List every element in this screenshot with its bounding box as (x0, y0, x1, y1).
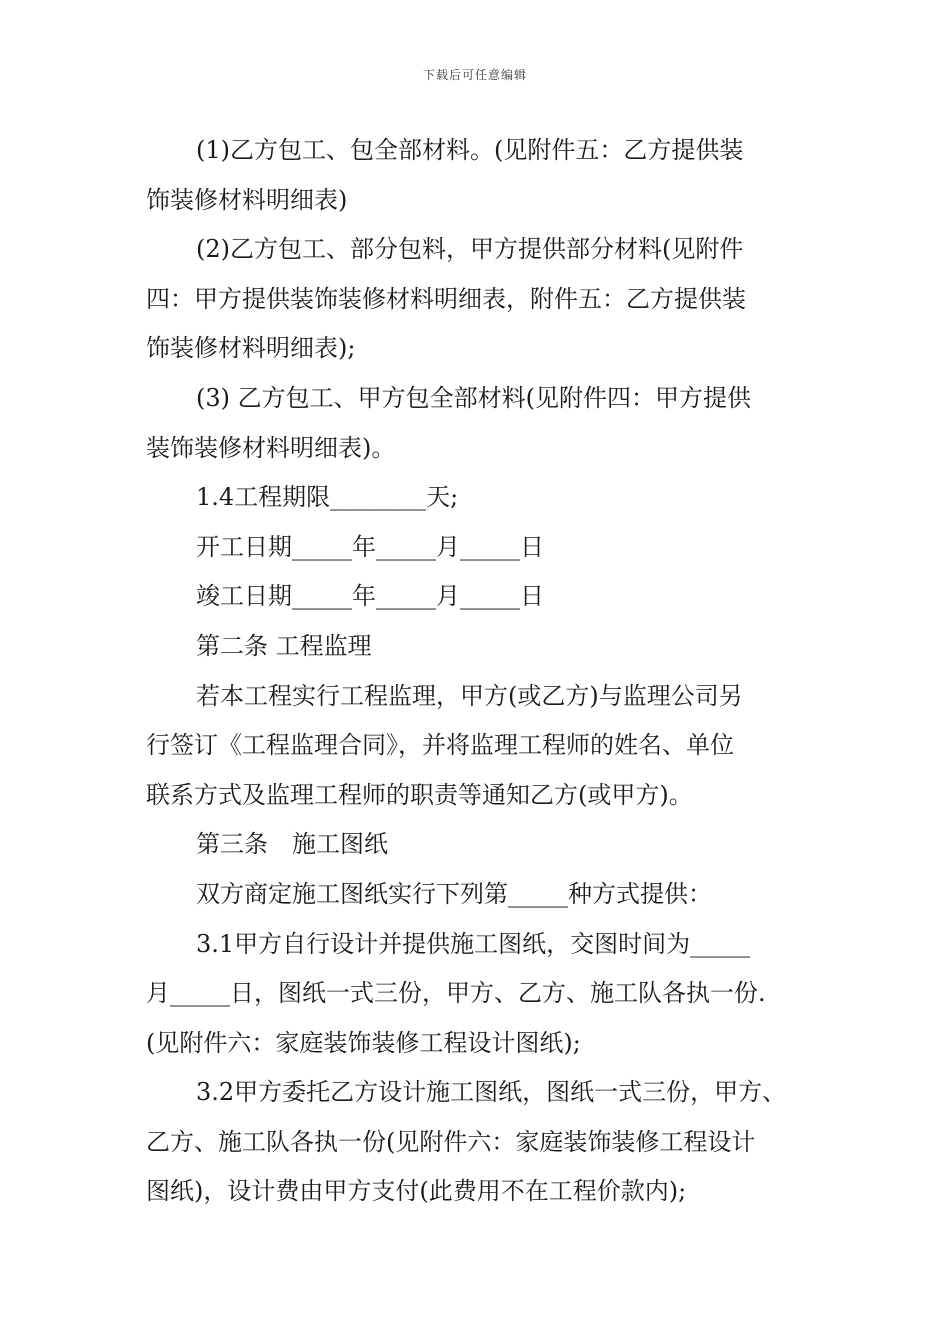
text-line: 若本工程实行工程监理，甲方(或乙方)与监理公司另 (196, 681, 743, 710)
text-line: 四：甲方提供装饰装修材料明细表，附件五：乙方提供装 (146, 284, 746, 313)
text-line: 联系方式及监理工程师的职责等通知乙方(或甲方)。 (146, 780, 693, 809)
text-line: (见附件六：家庭装饰装修工程设计图纸); (146, 1028, 581, 1057)
text-line: 饰装修材料明细表) (146, 185, 348, 214)
text-line: (1)乙方包工、包全部材料。(见附件五：乙方提供装 (196, 136, 744, 164)
section-heading: 第三条 施工图纸 (196, 830, 388, 859)
text-line: 双方商定施工图纸实行下列第_____种方式提供： (196, 879, 712, 908)
text-line: 3.2甲方委托乙方设计施工图纸，图纸一式三份，甲方、 (196, 1078, 787, 1107)
text-line: 竣工日期_____年_____月_____日 (196, 582, 544, 611)
text-line: (3) 乙方包工、甲方包全部材料(见附件四：甲方提供 (196, 383, 751, 412)
text-line: 1.4工程期限________天; (196, 483, 459, 512)
section-heading: 第二条 工程监理 (196, 631, 372, 660)
text-line: 开工日期_____年_____月_____日 (196, 532, 544, 561)
text-line: 装饰装修材料明细表)。 (146, 433, 396, 462)
text-line: 月_____日，图纸一式三份，甲方、乙方、施工队各执一份. (146, 979, 766, 1008)
text-line: 行签订《工程监理合同》，并将监理工程师的姓名、单位 (146, 731, 734, 760)
page-header-note: 下载后可任意编辑 (422, 68, 527, 82)
text-line: 乙方、施工队各执一份(见附件六：家庭装饰装修工程设计 (146, 1127, 756, 1156)
text-line: 饰装修材料明细表); (146, 334, 356, 363)
text-line: 3.1甲方自行设计并提供施工图纸，交图时间为_____ (196, 929, 751, 958)
document-body (146, 126, 820, 1217)
text-line: 图纸)，设计费由甲方支付(此费用不在工程价款内); (146, 1177, 687, 1206)
text-line: (2)乙方包工、部分包料，甲方提供部分材料(见附件 (196, 235, 744, 264)
